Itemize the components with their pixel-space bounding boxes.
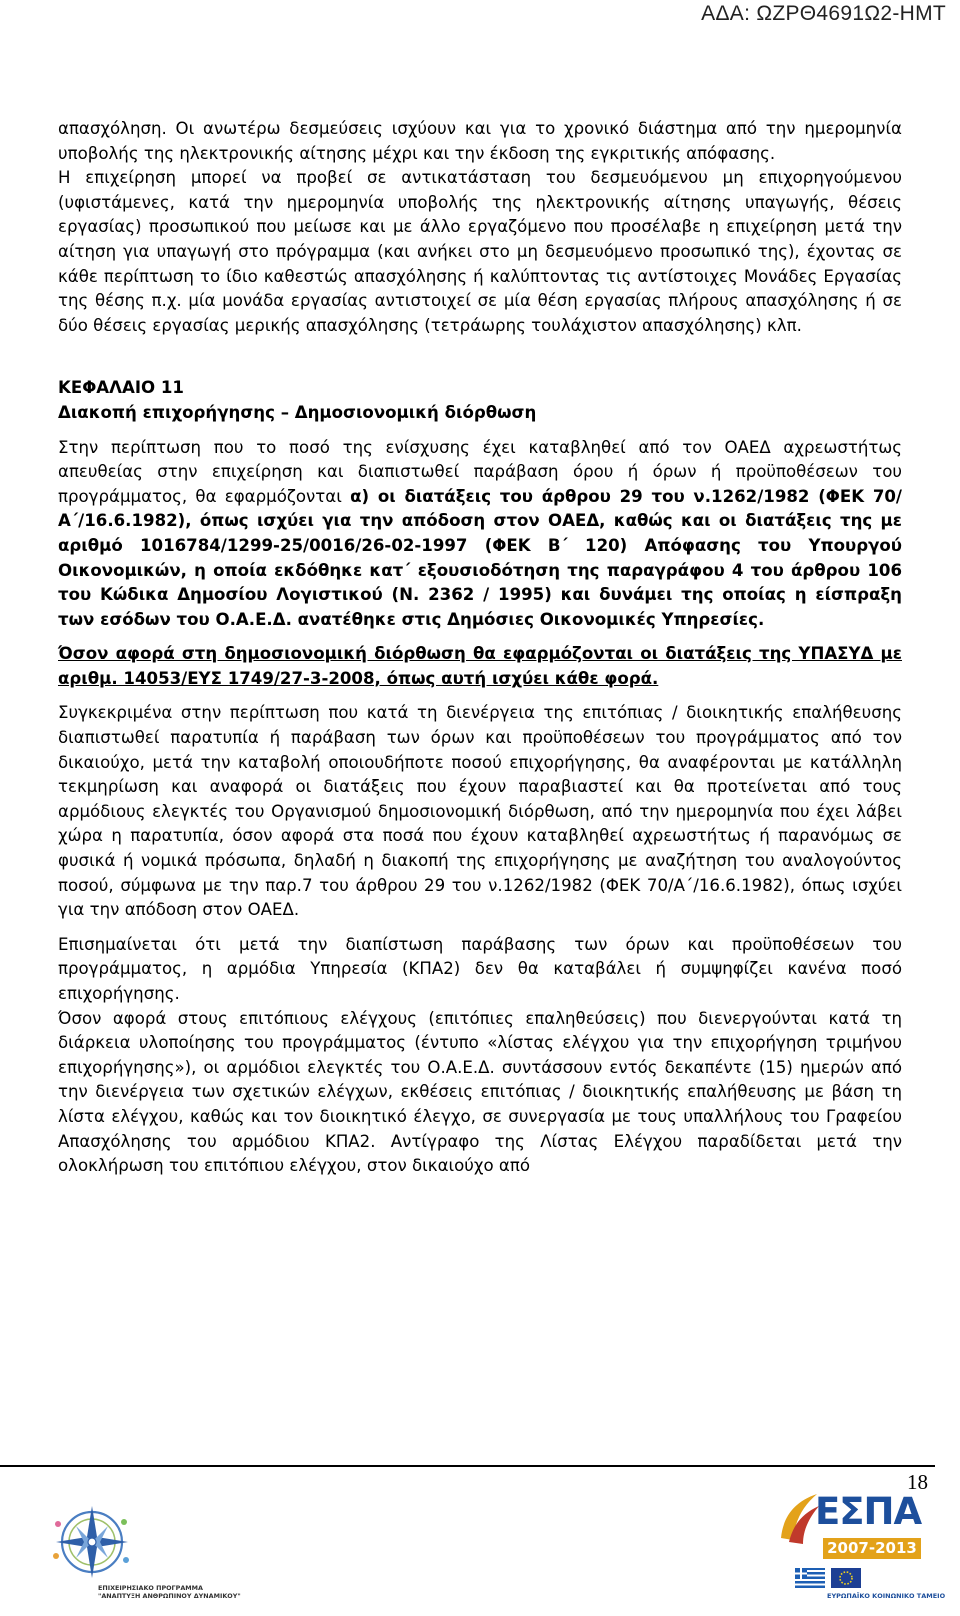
paragraph-recovery: [58, 436, 902, 633]
ada-code: ΑΔΑ: ΩΖΡΘ4691Ω2-ΗΜΤ: [701, 2, 946, 25]
compass-star-icon: [50, 1504, 210, 1584]
paragraph-no-payment: Επισημαίνεται ότι μετά την διαπίστωση παράβασης των όρων και προϋποθέσεων του προγράμματος, η αρμόδια Υπηρεσία (ΚΠΑ2) δεν θα καταβάλει ή συμψηφίζει κανένα ποσό επιχορήγησης.: [58, 934, 902, 1003]
program-caption-line2: "ΑΝΑΠΤΥΞΗ ΑΝΘΡΩΠΙΝΟΥ ΔΥΝΑΜΙΚΟΥ": [98, 1592, 241, 1600]
program-logo: [50, 1504, 241, 1612]
document-body: [58, 117, 902, 1179]
paragraph-recovery-plain: Στην περίπτωση που το ποσό της ενίσχυσης έχει καταβληθεί από τον ΟΑΕΔ αχρεωστήτως απευθείας στην επιχείρηση και διαπιστωθεί παράβαση όρου ή όρων ή προϋποθέσεων του προγράμματος, θα εφαρμόζονται: [58, 437, 902, 506]
chapter-number: ΚΕΦΑΛΑΙΟ 11: [58, 378, 184, 398]
paragraph-fiscal-correction: Όσον αφορά στη δημοσιονομική διόρθωση θα εφαρμόζονται οι διατάξεις της ΥΠΑΣΥΔ με αριθμ. 14053/ΕΥΣ 1749/27-3-2008, όπως αυτή ισχύει κάθε φορά.: [58, 644, 902, 688]
program-caption: [98, 1584, 241, 1600]
program-caption-line1: ΕΠΙΧΕΙΡΗΣΙΑΚΟ ΠΡΟΓΡΑΜΜΑ: [98, 1584, 203, 1592]
espa-years: 2007-2013: [823, 1538, 921, 1559]
paragraph-replacement: Η επιχείρηση μπορεί να προβεί σε αντικατάσταση του δεσμευόμενου μη επιχορηγούμενου (υφιστάμενες, κατά την ημερομηνία υποβολής της ηλεκτρονικής αίτησης υπαγωγής, θέσεις εργασίας) προσωπικού που μείωσε και με άλλο εργαζόμενο που προσέλαβε η επιχείρηση μετά την αίτηση για υπαγωγή στο πρόγραμμα (και ανήκει στο μη δεσμευόμενο προσωπικό της), έχοντας σε κάθε περίπτωση το ίδιο καθεστώς απασχόλησης ή καλύπτοντας τις αντίστοιχες Μονάδες Εργασίας της θέσης π.χ. μία μονάδα εργασίας αντιστοιχεί σε μία θέση εργασίας πλήρους απασχόλησης ή σε δύο θέσεις εργασίας μερικής απασχόλησης (τετράωρης τουλάχιστον απασχόλησης) κλπ.: [58, 168, 902, 335]
espa-logo: [775, 1474, 946, 1614]
paragraph-irregularity: Συγκεκριμένα στην περίπτωση που κατά τη διενέργεια της επιτόπιας / διοικητικής επαλήθευσης διαπιστωθεί παρατυπία ή παράβαση των όρων και προϋποθέσεων του προγράμματος από τον δικαιούχο, μετά την καταβολή οποιουδήποτε ποσού επιχορήγησης, θα αναφέρονται με κατάλληλη τεκμηρίωση και αναφορά οι διατάξεις που έχουν παραβιαστεί και θα προτείνεται από τους αρμόδιους ελεγκτές του Οργανισμού δημοσιονομική διόρθωση, από την ημερομηνία που έχει λάβει χώρα η παρατυπία, όσον αφορά στα ποσά που έχουν καταβληθεί αχρεωστήτως ή παρανόμως σε φυσικά ή νομικά πρόσωπα, δηλαδή η διακοπή της επιχορήγησης με αναζήτηση του αναλογούντος ποσού, σύμφωνα με την παρ.7 του άρθρου 29 του ν.1262/1982 (ΦΕΚ 70/Α΄/16.6.1982), όπως ισχύει για την απόδοση στον ΟΑΕΔ.: [58, 703, 902, 920]
paragraph-employment-commitments: απασχόληση. Οι ανωτέρω δεσμεύσεις ισχύουν και για το χρονικό διάστημα από την ημερομηνία υποβολής της ηλεκτρονικής αίτησης μέχρι και την έκδοση της εγκριτικής απόφασης.: [58, 119, 902, 163]
paragraph-onsite-checks: Όσον αφορά στους επιτόπιους ελέγχους (επιτόπιες επαληθεύσεις) που διενεργούνται κατά τη διάρκεια υλοποίησης του προγράμματος (έντυπο «λίστας ελέγχου για την επιχορήγηση τριμήνου επιχορήγησης»), οι αρμόδιοι ελεγκτές του Ο.Α.Ε.Δ. συντάσσουν εντός δεκαπέντε (15) ημερών από την διενέργεια των σχετικών ελέγχων, εκθέσεις επιτόπιας / διοικητικής επαλήθευσης με βάση τη λίστα ελέγχου, καθώς και τον διοικητικό έλεγχο, σε συνεργασία με τους υπαλλήλους του Γραφείου Απασχόλησης του αρμόδιου ΚΠΑ2. Αντίγραφο της Λίστας Ελέγχου παραδίδεται μετά την ολοκλήρωση του επιτόπιου ελέγχου, στον δικαιούχο από: [58, 1008, 902, 1176]
footer-rule: [0, 1465, 935, 1467]
page-number: 18: [907, 1470, 928, 1494]
eu-fund-label: ΕΥΡΩΠΑΪΚΟ ΚΟΙΝΩΝΙΚΟ ΤΑΜΕΙΟ: [827, 1592, 946, 1600]
paragraph-recovery-bold: α) οι διατάξεις του άρθρου 29 του ν.1262/1982 (ΦΕΚ 70/Α΄/16.6.1982), όπως ισχύει για την απόδοση στον ΟΑΕΔ, καθώς και οι διατάξεις της με αριθμό 1016784/1299-25/0016/26-02-1997 (ΦΕΚ Β΄ 120) Απόφασης του Υπουργού Οικονομικών, η οποία εκδόθηκε κατ΄ εξουσιοδότηση της παραγράφου 4 του άρθρου 106 του Κώδικα Δημοσίου Λογιστικού (Ν. 2362 / 1995) και δυνάμει της οποίας η είσπραξη των εσόδων του Ο.Α.Ε.Δ. ανατέθηκε στις Δημόσιες Οικονομικές Υπηρεσίες.: [58, 486, 902, 629]
chapter-title: Διακοπή επιχορήγησης – Δημοσιονομική διόρθωση: [58, 402, 537, 422]
greek-eu-flags-icon: [795, 1566, 905, 1588]
espa-wordmark: ΕΣΠΑ: [815, 1490, 922, 1533]
